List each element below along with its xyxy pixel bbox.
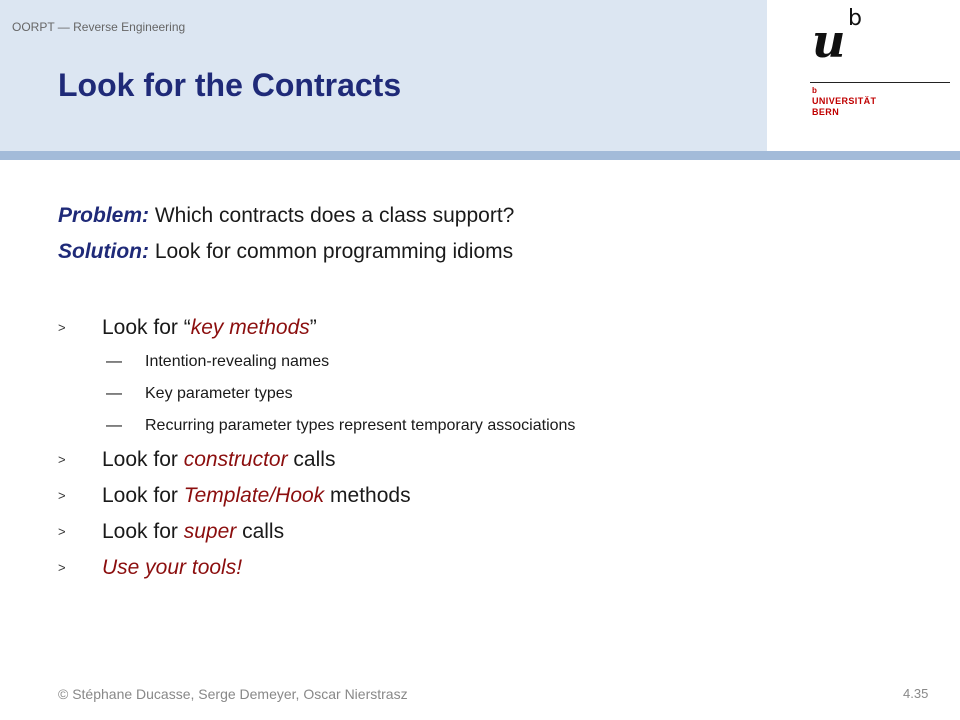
bullet-emphasis: Template/Hook [183, 484, 325, 507]
bullet-emphasis: Use your tools! [102, 556, 243, 579]
sub-bullet-marker: — [106, 385, 122, 402]
logo-divider [810, 82, 950, 83]
sub-bullet-marker: — [106, 353, 122, 370]
bullet-emphasis: key methods [190, 316, 310, 339]
logo-mark-u: u [812, 14, 846, 68]
logo-mark-b: b [848, 6, 862, 31]
bullet-list [58, 310, 918, 586]
sub-bullet-text: Key parameter types [145, 385, 293, 402]
bullet-emphasis: super [183, 520, 237, 543]
university-logo [810, 6, 955, 122]
slide-title: Look for the Contracts [58, 67, 402, 103]
bullet-constructor [58, 442, 918, 478]
bullet-use-tools [58, 550, 918, 586]
sub-bullet [58, 378, 918, 410]
bullet-text: ” [309, 316, 317, 339]
bullet-text: calls [287, 448, 336, 471]
bullet-marker: > [58, 488, 66, 503]
solution-line [58, 234, 918, 270]
sub-bullet [58, 346, 918, 378]
problem-text: Which contracts does a class support? [149, 204, 515, 227]
problem-line [58, 198, 918, 234]
bullet-marker: > [58, 452, 66, 467]
sub-bullet-marker: — [106, 417, 122, 434]
bullet-marker: > [58, 524, 66, 539]
bullet-template-hook [58, 478, 918, 514]
bullet-key-methods [58, 310, 918, 346]
bullet-text: Look for “ [102, 316, 191, 339]
logo-wordmark [812, 96, 876, 118]
solution-text: Look for common programming idioms [148, 240, 514, 263]
logo-line-universitat: UNIVERSITÄT [812, 96, 877, 106]
bullet-text: Look for [102, 448, 184, 471]
course-label: OORPT — Reverse Engineering [12, 20, 186, 34]
bullet-emphasis: constructor [183, 448, 288, 471]
bullet-text: Look for [102, 484, 184, 507]
problem-label: Problem: [58, 204, 150, 227]
bullet-marker: > [58, 320, 66, 335]
sub-bullet [58, 410, 918, 442]
page-number: 4.35 [903, 686, 929, 701]
bullet-text: calls [236, 520, 285, 543]
logo-small-b: b [812, 86, 817, 95]
bullet-text: methods [324, 484, 411, 507]
sub-bullet-text: Recurring parameter types represent temporary associations [145, 417, 576, 434]
logo-line-bern: BERN [812, 107, 840, 117]
slide-body [58, 198, 918, 586]
header-rule [0, 151, 960, 160]
sub-bullet-text: Intention-revealing names [145, 353, 330, 370]
footer-authors: © Stéphane Ducasse, Serge Demeyer, Oscar Nierstrasz [58, 686, 408, 702]
bullet-marker: > [58, 560, 66, 575]
solution-label: Solution: [58, 240, 149, 263]
bullet-super [58, 514, 918, 550]
bullet-text: Look for [102, 520, 184, 543]
